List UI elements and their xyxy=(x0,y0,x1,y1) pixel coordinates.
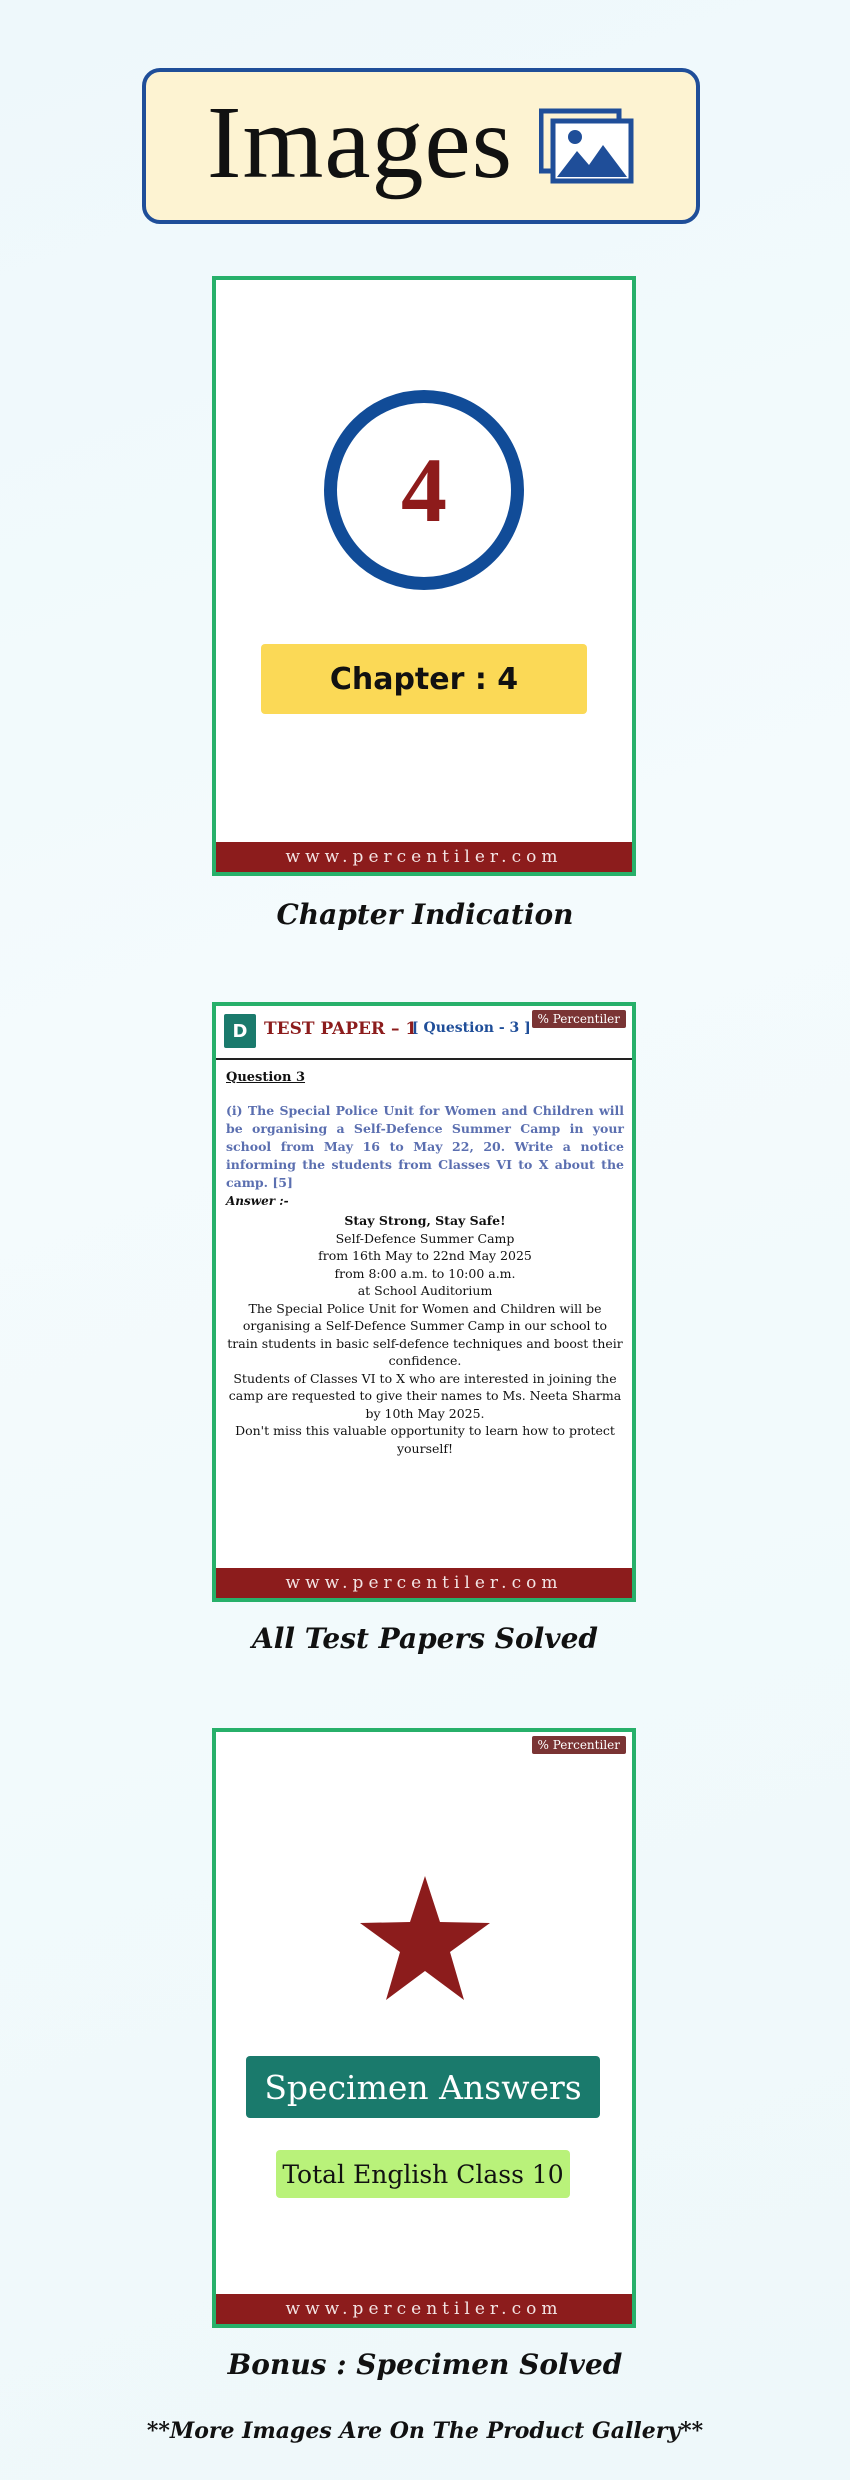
footer-url: www.percentiler.com xyxy=(216,1568,632,1598)
test-paper-header xyxy=(216,1006,632,1060)
answer-line: The Special Police Unit for Women and Children will be organising a Self-Defence Summer Camp in our school to train students in basic self-defence techniques and boost their confidence. xyxy=(227,1300,623,1368)
section-badge: D xyxy=(224,1014,256,1048)
test-paper-title: TEST PAPER – 1 xyxy=(264,1019,418,1039)
test-paper-card xyxy=(212,1002,636,1602)
answer-line: Self-Defence Summer Camp xyxy=(335,1230,515,1246)
header-title: Images xyxy=(206,84,514,200)
answer-line: Students of Classes VI to X who are interested in joining the camp are requested to give their names to Ms. Neeta Sharma by 10th May 2025. xyxy=(228,1370,622,1421)
footer-url: www.percentiler.com xyxy=(216,2294,632,2324)
test-paper-caption: All Test Papers Solved xyxy=(252,1622,598,1655)
question-tag: [ Question - 3 ] xyxy=(412,1020,531,1036)
chapter-number-ring xyxy=(324,390,524,590)
specimen-card xyxy=(212,1728,636,2328)
answer-body xyxy=(226,1212,624,1457)
answer-label: Answer :- xyxy=(226,1194,289,1208)
question-text: (i) The Special Police Unit for Women and Children will be organising a Self-Defence Summer Camp in your school from May 16 to May 22, 20. Write a notice informing the students from Classes VI to X about the camp. [5] xyxy=(226,1103,624,1190)
chapter-label: Chapter : 4 xyxy=(261,644,587,714)
chapter-card xyxy=(212,276,636,876)
answer-heading: Stay Strong, Stay Safe! xyxy=(344,1213,506,1228)
header-banner xyxy=(142,68,700,224)
images-icon xyxy=(539,107,635,185)
brand-badge: % Percentiler xyxy=(532,1010,626,1028)
chapter-number: 4 xyxy=(401,439,447,541)
question-label: Question 3 xyxy=(226,1070,306,1085)
specimen-answers-label: Specimen Answers xyxy=(246,2056,600,2118)
gallery-note: **More Images Are On The Product Gallery** xyxy=(146,2418,704,2444)
specimen-caption: Bonus : Specimen Solved xyxy=(227,2348,623,2381)
subject-label: Total English Class 10 xyxy=(276,2150,570,2198)
footer-url: www.percentiler.com xyxy=(216,842,632,872)
answer-line: Don't miss this valuable opportunity to learn how to protect yourself! xyxy=(235,1423,615,1456)
star-icon xyxy=(360,1876,490,2000)
answer-line: from 8:00 a.m. to 10:00 a.m. xyxy=(334,1265,516,1281)
answer-line: from 16th May to 22nd May 2025 xyxy=(318,1248,532,1263)
chapter-caption: Chapter Indication xyxy=(276,898,574,931)
answer-line: at School Auditorium xyxy=(357,1283,493,1298)
brand-badge: % Percentiler xyxy=(532,1736,626,1754)
